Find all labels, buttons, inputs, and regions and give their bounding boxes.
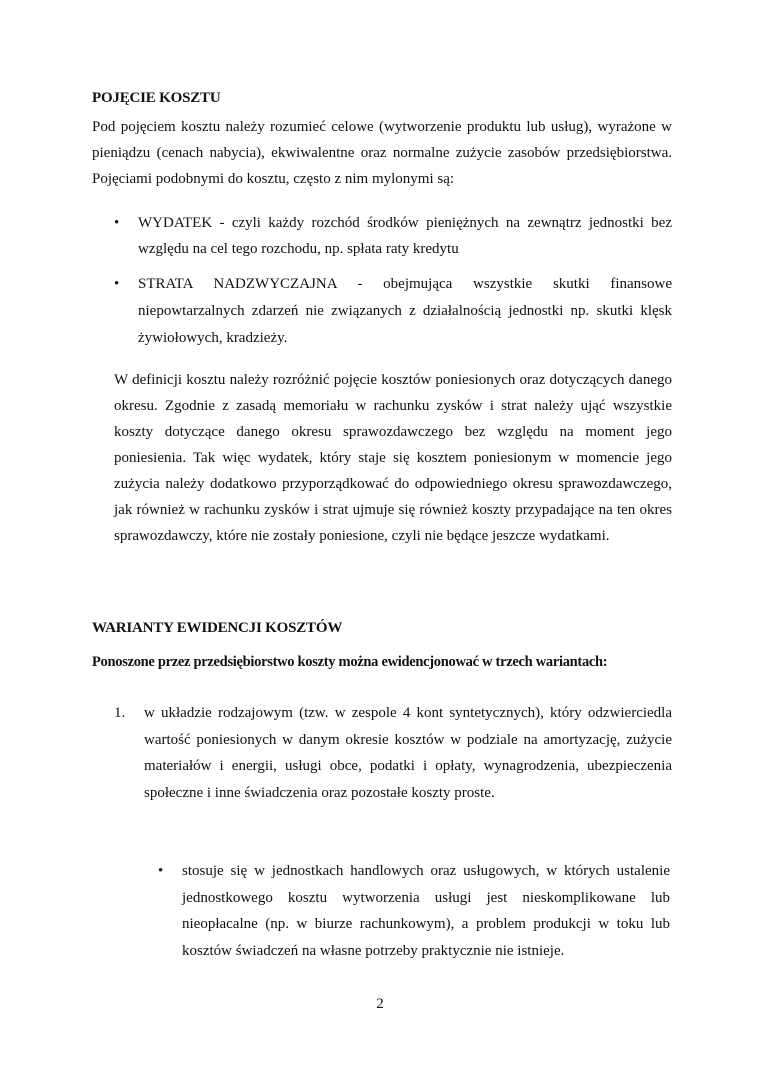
list-item: [114, 210, 672, 262]
list-item: [158, 858, 670, 964]
section-title-warianty: WARIANTY EWIDENCJI KOSZTÓW: [92, 620, 343, 636]
bullet-icon: •: [114, 276, 120, 292]
list-item: [114, 700, 672, 806]
bullet-icon: •: [114, 215, 120, 231]
section-title-pojecie-kosztu: POJĘCIE KOSZTU: [92, 90, 221, 106]
sub-bullet-text: stosuje się w jednostkach handlowych oraz usługowych, w których ustalenie jednostkowego kosztu wytworzenia usługi jest nieskomplikowane lub nieopłacalne (np. w biurze rachunkowym), a problem produkcji w toku lub kosztów świadczeń na własne potrzeby praktycznie nie istnieje.: [182, 863, 670, 959]
section-subtitle: Ponoszone przez przedsiębiorstwo koszty można ewidencjonować w trzech wariantach:: [92, 654, 608, 670]
bullet-text-strata: STRATA NADZWYCZAJNA - obejmująca wszystkie skutki finansowe niepowtarzalnych zdarzeń nie związanych z działalnością jednostki np. skutki klęsk żywiołowych, kradzieży.: [138, 276, 672, 346]
list-number: 1.: [114, 705, 126, 721]
list-item: [114, 271, 672, 352]
item-text-uklad-rodzajowy: w układzie rodzajowym (tzw. w zespole 4 kont syntetycznych), który odzwierciedla wartość poniesionych w danym okresie kosztów w podziale na amortyzację, zużycie materiałów i energii, usługi obce, podatki i opłaty, wynagrodzenia, ubezpieczenia społeczne i inne świadczenia oraz pozostałe koszty proste.: [144, 705, 672, 801]
intro-paragraph: Pod pojęciem kosztu należy rozumieć celowe (wytworzenie produktu lub usług), wyrażone w pieniądzu (cenach nabycia), ekwiwalentne oraz normalne zużycie zasobów przedsiębiorstwa. Pojęciami podobnymi do kosztu, często z nim mylonymi są:: [92, 119, 672, 187]
definition-paragraph: W definicji kosztu należy rozróżnić pojęcie kosztów poniesionych oraz dotyczących danego okresu. Zgodnie z zasadą memoriału w rachunku zysków i strat należy ująć wszystkie koszty dotyczące danego okresu sprawozdawczego bez względu na moment jego poniesienia. Tak więc wydatek, który staje się kosztem poniesionym w momencie jego zużycia należy dodatkowo przyporządkować do odpowiedniego okresu sprawozdawczego, jak również w rachunku zysków i strat ujmuje się również koszty przypadające na ten okres sprawozdawczy, które nie zostały poniesione, czyli nie będące jeszcze wydatkami.: [114, 372, 672, 544]
bullet-icon: •: [158, 863, 164, 879]
bullet-text-wydatek: WYDATEK - czyli każdy rozchód środków pieniężnych na zewnątrz jednostki bez względu na cel tego rozchodu, np. spłata raty kredytu: [138, 215, 672, 257]
page-number: 2: [376, 996, 384, 1012]
